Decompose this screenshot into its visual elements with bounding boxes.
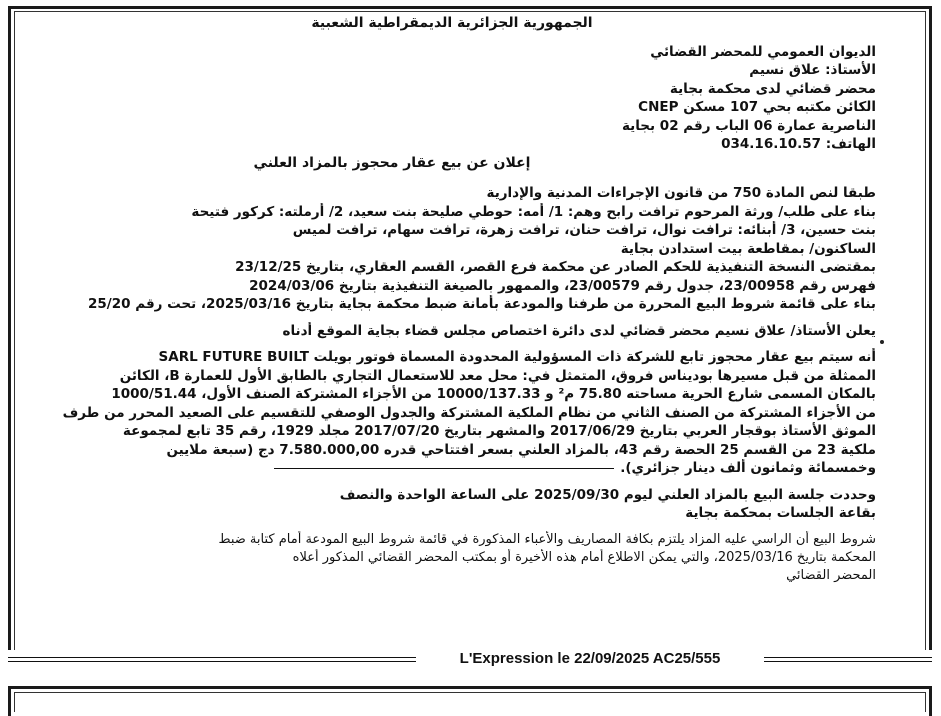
republic-heading: الجمهورية الجزائرية الديمقراطية الشعبية xyxy=(311,15,593,31)
address-line-2: الناصرية عمارة 06 الباب رقم 02 بجاية xyxy=(621,117,876,134)
paragraph-line: بناء على قائمة شروط البيع المحررة من طرفنا والمودعة بأمانة ضبط محكمة بجاية بتاريخ 2025/03/16، تحت رقم 25/20 xyxy=(88,296,876,312)
paragraph-line: المحكمة بتاريخ 2025/03/16، والتي يمكن الاطلاع أمام هذه الأخيرة أو بمكتب المحضر القضائي المذكور أعلاه xyxy=(292,549,876,565)
paragraph-line: بقاعة الجلسات بمحكمة بجاية xyxy=(685,505,876,521)
paragraph-line: بالمكان المسمى شارع الحرية مساحته 75.80 م² و 10000/137.33 من الأجزاء المشتركة الصنف الأول، 1000/51.44 xyxy=(111,386,876,402)
spacer xyxy=(28,340,876,348)
office-line: الديوان العمومي للمحضر القضائي xyxy=(650,43,876,60)
footer-rule-right xyxy=(764,657,932,662)
paragraph-line: أنه سيتم بيع عقار محجوز تابع للشركة ذات المسؤولية المحدودة المسماة فوتور بويلت SARL FUTURE BUILT xyxy=(158,349,876,365)
spacer xyxy=(28,523,876,531)
paragraph-line: بنت حسين، 3/ أبنائه: ترافت نوال، ترافت حنان، ترافت زهرة، ترافت سهام، ترافت لميس xyxy=(292,222,876,238)
address-line-1: الكائن مكتبه بحي 107 مسكن CNEP xyxy=(638,99,876,115)
paragraph-line: بناء على طلب/ ورثة المرحوم ترافت رابح وهم: 1/ أمه: حوطي صليحة بنت سعيد، 2/ أرملته: كركور فتيحة xyxy=(191,203,876,220)
spacer xyxy=(28,314,876,322)
paragraph-line: ملكية 23 من القسم 25 الحصة رقم 43، بالمزاد العلني بسعر افتتاحي قدره 7.580.000,00 دج (سبعة ملايين xyxy=(166,441,876,458)
notice-title: إعلان عن بيع عقار محجوز بالمزاد العلني xyxy=(253,154,531,171)
court-line: محضر قضائي لدى محكمة بجاية xyxy=(669,80,876,97)
paragraph-line: الساكنون/ بمقاطعة بيت استدادن بجاية xyxy=(620,240,876,257)
bailiff-name: الأستاذ: علاق نسيم xyxy=(749,62,876,78)
paragraph-line: فهرس رقم 23/00958، جدول رقم 23/00579، والممهور بالصيغة التنفيذية بتاريخ 2024/03/06 xyxy=(249,277,876,294)
property-description-paragraph xyxy=(28,348,876,478)
footer-rule-left xyxy=(8,657,416,662)
paragraph-line xyxy=(28,459,876,478)
footer-bar xyxy=(8,650,932,666)
paragraph-line: من الأجزاء المشتركة من الصنف الثاني من نظام الملكية المشتركة والجدول الوصفي للتقسيم على الصعيد المحرر من طرف xyxy=(62,404,876,421)
next-notice-inner-frame xyxy=(14,692,926,712)
paragraph-line: الممثلة من قبل مسيرها بوديناس فروق، المتمثل في: محل معد للاستعمال التجاري بالطابق الأول للعمارة B، الكائن xyxy=(119,367,876,384)
paragraph-line: الموثق الأستاذ بوقجار العربي بتاريخ 2017/06/29 والمشهر بتاريخ 2017/07/20 مجلد 1929، رقم 35 تابع لمجموعة xyxy=(122,423,876,439)
publication-reference: L'Expression le 22/09/2025 AC25/555 xyxy=(416,650,764,667)
notice-content xyxy=(28,12,876,642)
paragraph-line: يعلن الأستاذ/ علاق نسيم محضر قضائي لدى دائرة اختصاص مجلس قضاء بجاية الموقع أدناه xyxy=(282,322,876,339)
paragraph-line: طبقا لنص المادة 750 من قانون الإجراءات المدنية والإدارية xyxy=(486,185,876,201)
legal-basis-paragraph xyxy=(28,184,876,314)
paragraph-line: شروط البيع أن الراسي عليه المزاد يلتزم بكافة المصاريف والأعباء المذكورة في قائمة شروط البيع المودعة أمام كتابة ضبط xyxy=(218,531,876,547)
bailiff-header xyxy=(28,43,876,154)
paragraph-text: وخمسمائة وثمانون ألف دينار جزائري). xyxy=(620,460,876,476)
phone-line: الهاتف: 034.16.10.57 xyxy=(721,136,876,152)
spacer xyxy=(28,478,876,486)
print-dot xyxy=(880,340,884,344)
announcement-paragraph xyxy=(28,322,876,341)
fill-rule xyxy=(274,468,614,469)
signature-line: المحضر القضائي xyxy=(786,567,876,583)
paragraph-line: وحددت جلسة البيع بالمزاد العلني ليوم 2025/09/30 على الساعة الواحدة والنصف xyxy=(339,486,876,503)
paragraph-line: بمقتضى النسخة التنفيذية للحكم الصادر عن محكمة فرع القصر، القسم العقاري، بتاريخ 23/12/25 xyxy=(235,259,876,275)
auction-date-paragraph xyxy=(28,486,876,523)
sale-conditions-paragraph xyxy=(28,531,876,585)
